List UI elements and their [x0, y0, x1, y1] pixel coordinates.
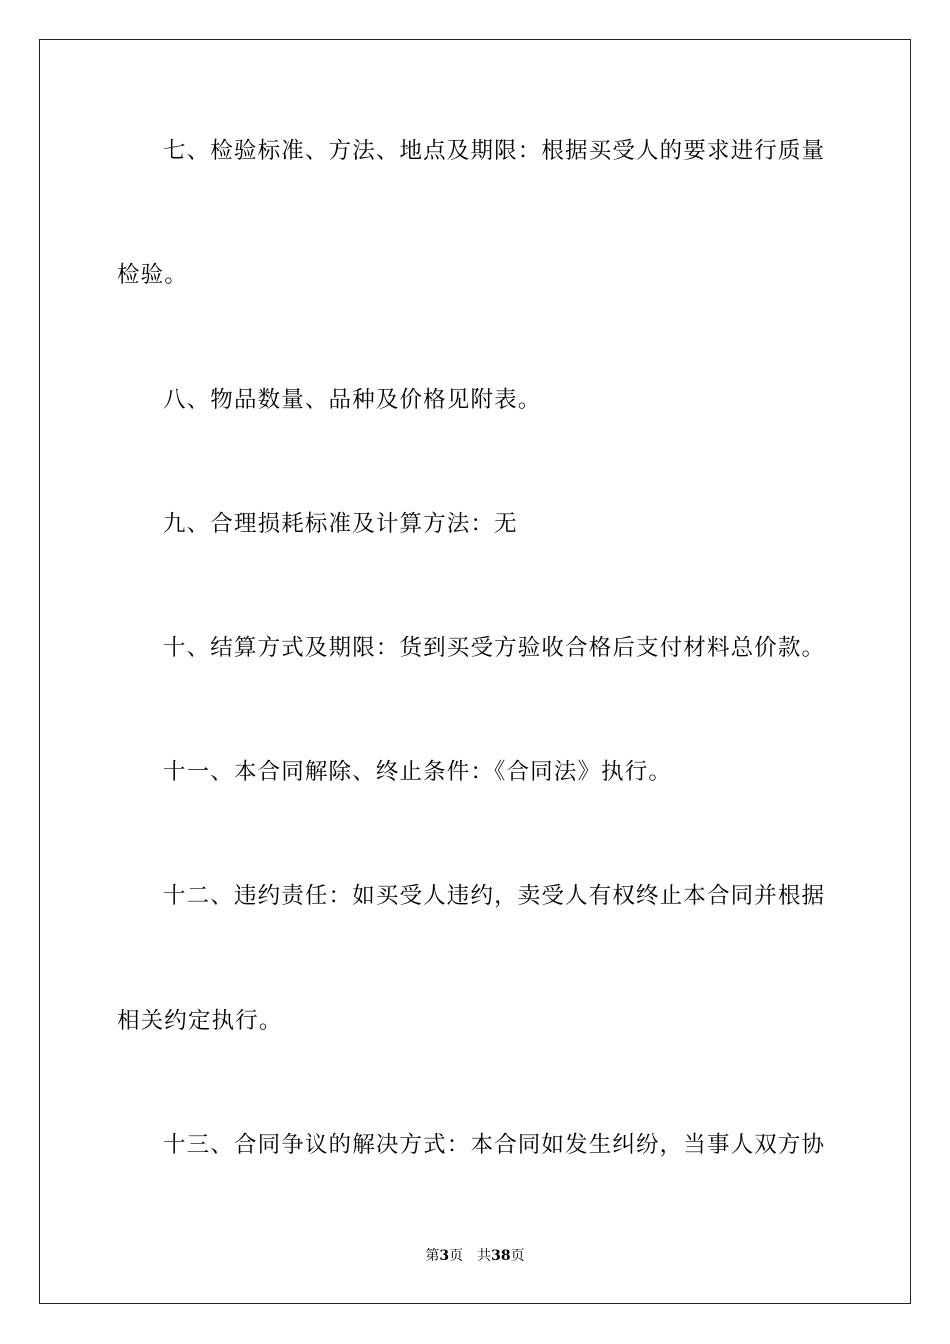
- total-pages: 38: [491, 1248, 511, 1264]
- clause-7-line-2: 检验。: [117, 262, 188, 288]
- clause-9: 九、合理损耗标准及计算方法：无: [163, 511, 518, 537]
- clause-11: 十一、本合同解除、终止条件：《合同法》执行。: [163, 759, 673, 785]
- total-prefix: 共: [477, 1248, 492, 1264]
- clause-13-line-1: 十三、合同争议的解决方式：本合同如发生纠纷，当事人双方协: [163, 1132, 826, 1158]
- page-footer: [0, 1249, 950, 1263]
- clause-8: 八、物品数量、品种及价格见附表。: [163, 387, 542, 413]
- clause-10: 十、结算方式及期限：货到买受方验收合格后支付材料总价款。: [163, 635, 826, 661]
- page-number: 3: [439, 1248, 450, 1264]
- total-suffix: 页: [510, 1248, 525, 1264]
- clause-7-line-1: 七、检验标准、方法、地点及期限：根据买受人的要求进行质量: [163, 138, 826, 164]
- page-prefix: 第: [425, 1248, 440, 1264]
- clause-12-line-2: 相关约定执行。: [117, 1008, 283, 1034]
- page-suffix: 页: [449, 1248, 464, 1264]
- clause-12-line-1: 十二、违约责任：如买受人违约，卖受人有权终止本合同并根据: [163, 883, 826, 909]
- page-border: [39, 39, 911, 1304]
